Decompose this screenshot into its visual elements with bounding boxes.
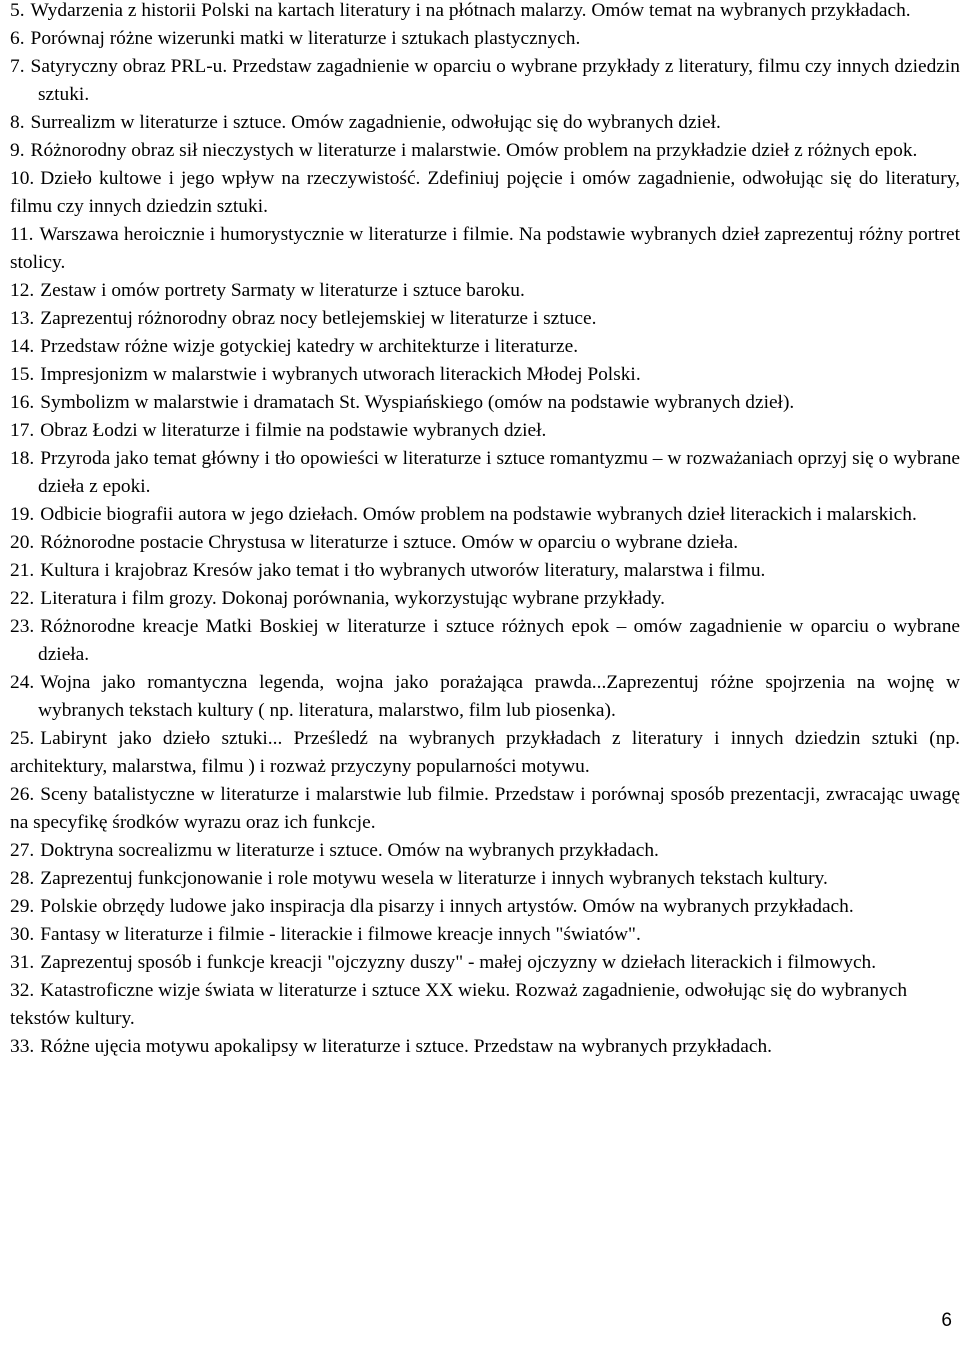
topic-item (10, 417, 960, 445)
topic-item (10, 865, 960, 893)
topic-item (10, 389, 960, 417)
topic-number: 27. (10, 840, 35, 861)
topic-item (10, 0, 960, 25)
topic-item (10, 165, 960, 221)
topic-text: Impresjonizm w malarstwie i wybranych utworach literackich Młodej Polski. (40, 364, 641, 385)
topic-item (10, 557, 960, 585)
topic-number: 9. (10, 140, 25, 161)
topic-number: 33. (10, 1036, 35, 1057)
topic-number: 21. (10, 560, 35, 581)
topic-number: 32. (10, 980, 35, 1001)
topic-number: 11. (10, 224, 34, 245)
topic-item (10, 613, 960, 669)
topic-text: Przedstaw różne wizje gotyckiej katedry w architekturze i literaturze. (40, 336, 579, 357)
topic-text: Różnorodne kreacje Matki Boskiej w literaturze i sztuce różnych epok – omów zagadnienie w oparciu o wybrane dzieła. (38, 616, 960, 665)
topic-number: 25. (10, 728, 35, 749)
topic-item (10, 25, 960, 53)
topic-item (10, 445, 960, 501)
topic-text: Wydarzenia z historii Polski na kartach literatury i na płótnach malarzy. Omów temat na wybranych przykładach. (30, 0, 911, 21)
topic-number: 13. (10, 308, 35, 329)
topic-text: Sceny batalistyczne w literaturze i malarstwie lub filmie. Przedstaw i porównaj sposób prezentacji, zwracając uwagę na specyfikę środków wyrazu oraz ich funkcje. (10, 784, 960, 833)
topic-item (10, 137, 960, 165)
topic-number: 23. (10, 616, 35, 637)
topic-item (10, 1033, 960, 1061)
topic-number: 8. (10, 112, 25, 133)
topic-number: 22. (10, 588, 35, 609)
topic-item (10, 333, 960, 361)
topic-number: 20. (10, 532, 35, 553)
topic-number: 19. (10, 504, 35, 525)
topic-text: Zaprezentuj sposób i funkcje kreacji "ojczyzny duszy" - małej ojczyzny w dziełach literackich i filmowych. (40, 952, 877, 973)
topic-text: Polskie obrzędy ludowe jako inspiracja dla pisarzy i innych artystów. Omów na wybranych przykładach. (40, 896, 854, 917)
topic-number: 18. (10, 448, 35, 469)
topic-text: Obraz Łodzi w literaturze i filmie na podstawie wybranych dzieł. (40, 420, 547, 441)
topic-text: Warszawa heroicznie i humorystycznie w literaturze i filmie. Na podstawie wybranych dzieł zaprezentuj różny portret stolicy. (10, 224, 960, 273)
topic-text: Surrealizm w literaturze i sztuce. Omów zagadnienie, odwołując się do wybranych dzieł. (30, 112, 721, 133)
topic-item (10, 277, 960, 305)
topic-text: Doktryna socrealizmu w literaturze i sztuce. Omów na wybranych przykładach. (40, 840, 659, 861)
topic-text: Przyroda jako temat główny i tło opowieści w literaturze i sztuce romantyzmu – w rozważaniach oprzyj się o wybrane dzieła z epoki. (38, 448, 960, 497)
topic-text: Satyryczny obraz PRL-u. Przedstaw zagadnienie w oparciu o wybrane przykłady z literatury, filmu czy innych dziedzin sztuki. (30, 56, 960, 105)
topic-number: 10. (10, 168, 35, 189)
topic-item (10, 501, 960, 529)
topic-number: 15. (10, 364, 35, 385)
topic-number: 28. (10, 868, 35, 889)
topic-text: Różne ujęcia motywu apokalipsy w literaturze i sztuce. Przedstaw na wybranych przykładach. (40, 1036, 772, 1057)
topic-item (10, 529, 960, 557)
topic-text: Zaprezentuj różnorodny obraz nocy betlejemskiej w literaturze i sztuce. (40, 308, 597, 329)
topic-number: 29. (10, 896, 35, 917)
topic-item (10, 921, 960, 949)
topic-number: 14. (10, 336, 35, 357)
topic-item (10, 781, 960, 837)
topic-text: Labirynt jako dzieło sztuki... Prześledź na wybranych przykładach z literatury i innych dziedzin sztuki (np. architektury, malarstwa, filmu ) i rozważ przyczyny popularności motywu. (10, 728, 960, 777)
topic-item (10, 53, 960, 109)
topic-number: 30. (10, 924, 35, 945)
topic-number: 24. (10, 672, 35, 693)
topic-text: Fantasy w literaturze i filmie - literackie i filmowe kreacje innych "światów". (40, 924, 641, 945)
topic-text: Zestaw i omów portrety Sarmaty w literaturze i sztuce baroku. (40, 280, 525, 301)
topic-text: Porównaj różne wizerunki matki w literaturze i sztukach plastycznych. (30, 28, 581, 49)
topic-item (10, 109, 960, 137)
topic-text: Symbolizm w malarstwie i dramatach St. Wyspiańskiego (omów na podstawie wybranych dzieł). (40, 392, 795, 413)
topic-text: Dzieło kultowe i jego wpływ na rzeczywistość. Zdefiniuj pojęcie i omów zagadnienie, odwołując się do literatury, filmu czy innych dziedzin sztuki. (10, 168, 960, 217)
topic-item (10, 585, 960, 613)
topic-item (10, 305, 960, 333)
topic-text: Zaprezentuj funkcjonowanie i role motywu wesela w literaturze i innych wybranych tekstach kultury. (40, 868, 828, 889)
topic-number: 5. (10, 0, 25, 21)
topic-number: 17. (10, 420, 35, 441)
topic-item (10, 837, 960, 865)
topic-text: Literatura i film grozy. Dokonaj porównania, wykorzystując wybrane przykłady. (40, 588, 666, 609)
topic-list (10, 0, 960, 1061)
topic-item (10, 949, 960, 977)
topic-number: 26. (10, 784, 35, 805)
topic-text: Różnorodny obraz sił nieczystych w literaturze i malarstwie. Omów problem na przykładzie dzieł z różnych epok. (30, 140, 918, 161)
topic-number: 12. (10, 280, 35, 301)
topic-number: 6. (10, 28, 25, 49)
topic-item (10, 221, 960, 277)
topic-item (10, 893, 960, 921)
topic-number: 7. (10, 56, 25, 77)
topic-item (10, 669, 960, 725)
topic-text: Odbicie biografii autora w jego dziełach. Omów problem na podstawie wybranych dzieł literackich i malarskich. (40, 504, 917, 525)
topic-item (10, 725, 960, 781)
page-number: 6 (941, 1310, 952, 1331)
topic-text: Różnorodne postacie Chrystusa w literaturze i sztuce. Omów w oparciu o wybrane dzieła. (40, 532, 739, 553)
topic-text: Wojna jako romantyczna legenda, wojna jako porażająca prawda...Zaprezentuj różne spojrzenia na wojnę w wybranych tekstach kultury ( np. literatura, malarstwo, film lub piosenka). (38, 672, 960, 721)
topic-number: 31. (10, 952, 35, 973)
topic-item (10, 361, 960, 389)
topic-text: Katastroficzne wizje świata w literaturze i sztuce XX wieku. Rozważ zagadnienie, odwołując się do wybranych tekstów kultury. (10, 980, 908, 1029)
topic-text: Kultura i krajobraz Kresów jako temat i tło wybranych utworów literatury, malarstwa i filmu. (40, 560, 766, 581)
topic-number: 16. (10, 392, 35, 413)
topic-item (10, 977, 960, 1033)
